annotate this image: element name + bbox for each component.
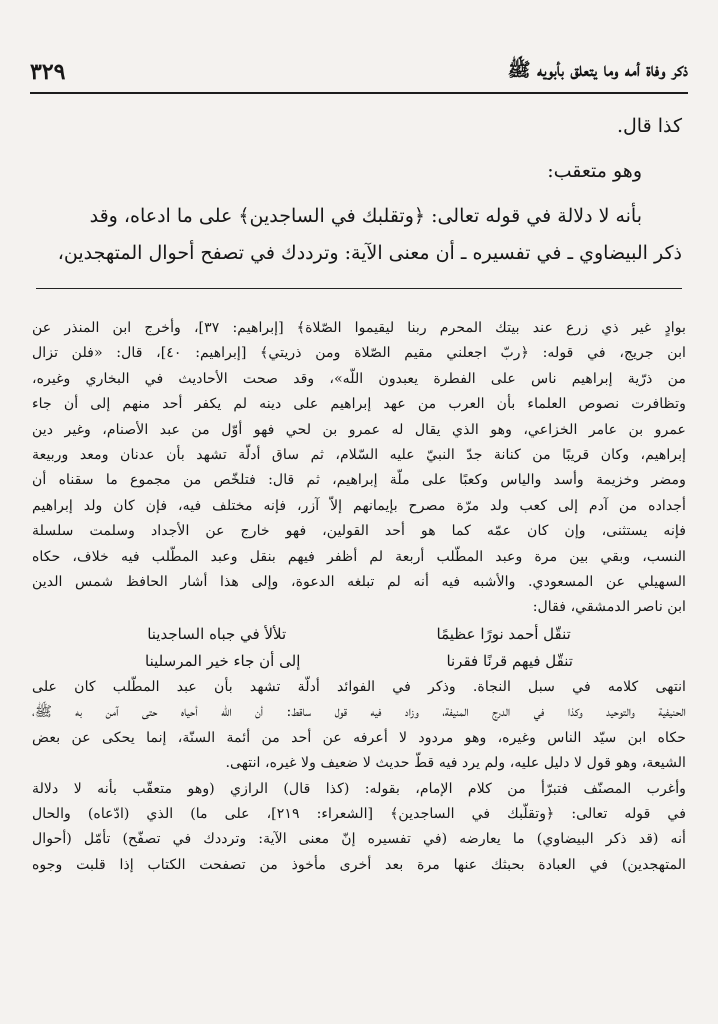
page-header: [30, 52, 688, 94]
commentary-text: [32, 316, 686, 878]
commentary-line: حكاه ابن سيّد الناس وغيره، وهو مردود لا أعرفه عن أحد من أئمة السنّة، إنما يحكى عن بعض: [32, 729, 686, 746]
commentary-line: في قوله تعالى: ﴿وتقلّبك في الساجدين﴾ [الشعراء: ٢١٩]، على ما) الذي (ادّعاه) والحال: [32, 805, 686, 822]
footnote-divider: [36, 288, 682, 289]
commentary-line: ومضر وخزيمة وأسد والياس وكعبًا على ملّة إبراهيم، ثم قال: فتلخّص من مجموع ما سقناه أن: [32, 472, 686, 489]
hemistich-left: إلى أن جاء خير المرسلينا: [145, 651, 301, 670]
commentary-line: الحنيفية والتوحيد وكذا في الدرج المنيفة، وزاد فيه قول ساقط: أن اللّه أحياه حتى آمن به ﷺ،: [32, 704, 686, 721]
commentary-line: من ذرّية إبراهيم ناس على الفطرة يعبدون اللّه»، وقد صحت الأحاديث في البخاري وغيره،: [32, 370, 686, 387]
commentary-line: السهيلي عن المسعودي. والأشبه فيه أنه لم تبلغه الدعوة، وإلى هذا أشار الحافظ شمس الدين: [32, 574, 686, 591]
hemistich-right: تنقّل فيهم قرنًا فقرنا: [446, 651, 573, 670]
page-number: ٣٢٩: [30, 59, 66, 85]
commentary-line: انتهى كلامه في سبل النجاة. وذكر في الفوائد أدلّة تشهد بأن عبد المطّلب كان على: [32, 678, 686, 695]
hemistich-left: تلألأ في جباه الساجدينا: [147, 624, 287, 643]
commentary-line: فإنه يستثنى، وإن كان عمّه كما هو أحد القولين، فهو خارج عن الأجداد وسلمت سلسلة: [32, 523, 686, 540]
commentary-line: عمرو بن عامر الخزاعي، وهو الذي يقال له عمرو بن لحي فهو أوّل من عبد الأصنام، وغير دين: [32, 421, 686, 438]
commentary-line: أجداده من آدم إلى كعب ولد مرّة مصرح بإيمانهم إلاّ آزر، فإنه مختلف فيه، فإن كان ولد إبراهيم: [32, 497, 686, 514]
commentary-line: وتظافرت نصوص العلماء بأن العرب من عهد إبراهيم على دينه لم يكفر أحد منهم إلى أن جاء: [32, 396, 686, 413]
main-line: كذا قال.: [616, 115, 682, 137]
commentary-line: ابن ناصر الدمشقي، فقال:: [532, 599, 686, 616]
commentary-line: إبراهيم، وكان قريبًا من كنانة جدّ النبيّ عليه السّلام، ثم ساق أدلّة تشهد بأن عدنان ومعد وربيعة: [32, 447, 686, 464]
commentary-line: ابن جريج، في قوله: ﴿ربّ اجعلني مقيم الصّلاة ومن ذريتي﴾ [إبراهيم: ٤٠]، قال: «فلن تزال: [32, 345, 686, 362]
running-title: ذكر وفاة أمه وما يتعلق بأبويه ﷺ: [507, 59, 688, 81]
main-line: بأنه لا دلالة في قوله تعالى: ﴿وتقلبك في الساجدين﴾ على ما ادعاه، وقد: [89, 205, 642, 227]
commentary-line: أنه (قد ذكر البيضاوي) ما يعارضه (في تفسيره إنّ معنى الآية: وترددك في تصفّح) تأمّل (أحوال: [32, 831, 686, 848]
commentary-line: النسب، وبقي بين مرة وعبد المطّلب أربعة لم أظفر فيهم بنقل وعبد المطّلب فيه خلاف، حكاه: [32, 548, 686, 565]
poem-verse: [32, 621, 686, 648]
poem-verse: [32, 648, 686, 675]
main-line: وهو متعقب:: [547, 160, 642, 182]
commentary-line: الشيعة، وهو قول لا دليل عليه، ولم يرد فيه قطّ حديث لا ضعيف ولا غيره، انتهى.: [225, 755, 686, 772]
hemistich-right: تنقّل أحمد نورًا عظيمًا: [436, 624, 571, 643]
commentary-line: المتهجدين) في العبادة بحبثك عنها مرة بعد أخرى مأخوذ من تصفحت الكتاب إذا قلبت وجوه: [32, 856, 686, 873]
main-line: ذكر البيضاوي ـ في تفسيره ـ أن معنى الآية: وترددك في تصفح أحوال المتهجدين،: [57, 242, 682, 264]
main-text: [36, 108, 682, 272]
commentary-line: وأغرب المصنّف فتبرّأ من كلام الإمام، بقوله: (كذا قال) الرازي (وهو متعقّب بأنه لا دلالة: [32, 780, 686, 797]
commentary-line: بوادٍ غير ذي زرع عند بيتك المحرم ربنا ليقيموا الصّلاة﴾ [إبراهيم: ٣٧]، وأخرج ابن المنذر عن: [32, 320, 686, 336]
